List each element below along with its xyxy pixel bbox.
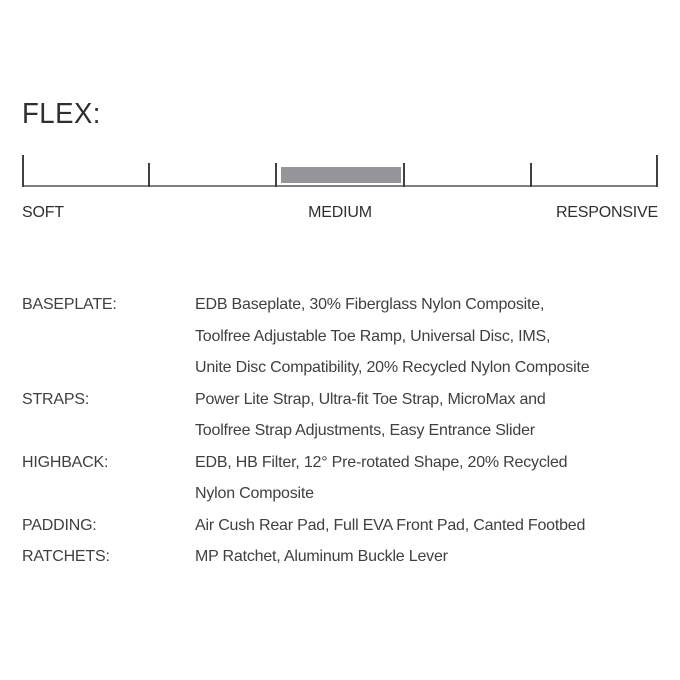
scale-label-soft: SOFT xyxy=(22,204,64,221)
scale-label-medium: MEDIUM xyxy=(308,204,372,221)
flex-indicator-bar xyxy=(281,167,400,183)
scale-tick xyxy=(656,155,658,187)
scale-tick xyxy=(148,163,150,187)
flex-scale-labels xyxy=(22,204,658,222)
spec-label: PADDING: xyxy=(22,516,97,534)
spec-value-line: Nylon Composite xyxy=(195,485,314,502)
spec-row xyxy=(22,510,658,542)
flex-section-title: FLEX: xyxy=(22,98,101,130)
scale-tick xyxy=(275,163,277,187)
spec-label: RATCHETS: xyxy=(22,548,110,565)
scale-tick xyxy=(22,155,24,187)
scale-label-responsive: RESPONSIVE xyxy=(555,204,658,221)
spec-table xyxy=(22,289,658,573)
spec-value-line: MP Ratchet, Aluminum Buckle Lever xyxy=(195,548,448,565)
spec-label: BASEPLATE: xyxy=(22,296,117,313)
spec-row xyxy=(22,541,658,573)
spec-value xyxy=(195,384,658,447)
flex-rating-scale xyxy=(22,155,658,187)
spec-value-line: Unite Disc Compatibility, 20% Recycled Nylon Composite xyxy=(195,359,590,376)
spec-value-line: Toolfree Adjustable Toe Ramp, Universal Disc, IMS, xyxy=(195,327,551,345)
spec-value xyxy=(195,447,658,510)
spec-value xyxy=(195,510,658,542)
spec-row xyxy=(22,384,658,447)
spec-value xyxy=(195,289,658,384)
scale-tick xyxy=(530,163,532,187)
scale-tick xyxy=(403,163,405,187)
spec-row xyxy=(22,447,658,510)
spec-label: STRAPS: xyxy=(22,390,90,408)
spec-value-line: EDB Baseplate, 30% Fiberglass Nylon Composite, xyxy=(195,296,545,313)
spec-value-line: Power Lite Strap, Ultra-fit Toe Strap, MicroMax and xyxy=(195,390,546,408)
spec-value xyxy=(195,541,658,573)
scale-baseline xyxy=(22,185,658,187)
spec-row xyxy=(22,289,658,384)
spec-label: HIGHBACK: xyxy=(22,453,109,471)
spec-value-line: EDB, HB Filter, 12° Pre-rotated Shape, 20% Recycled xyxy=(195,453,568,471)
spec-value-line: Air Cush Rear Pad, Full EVA Front Pad, Canted Footbed xyxy=(195,516,586,534)
spec-value-line: Toolfree Strap Adjustments, Easy Entrance Slider xyxy=(195,422,535,439)
